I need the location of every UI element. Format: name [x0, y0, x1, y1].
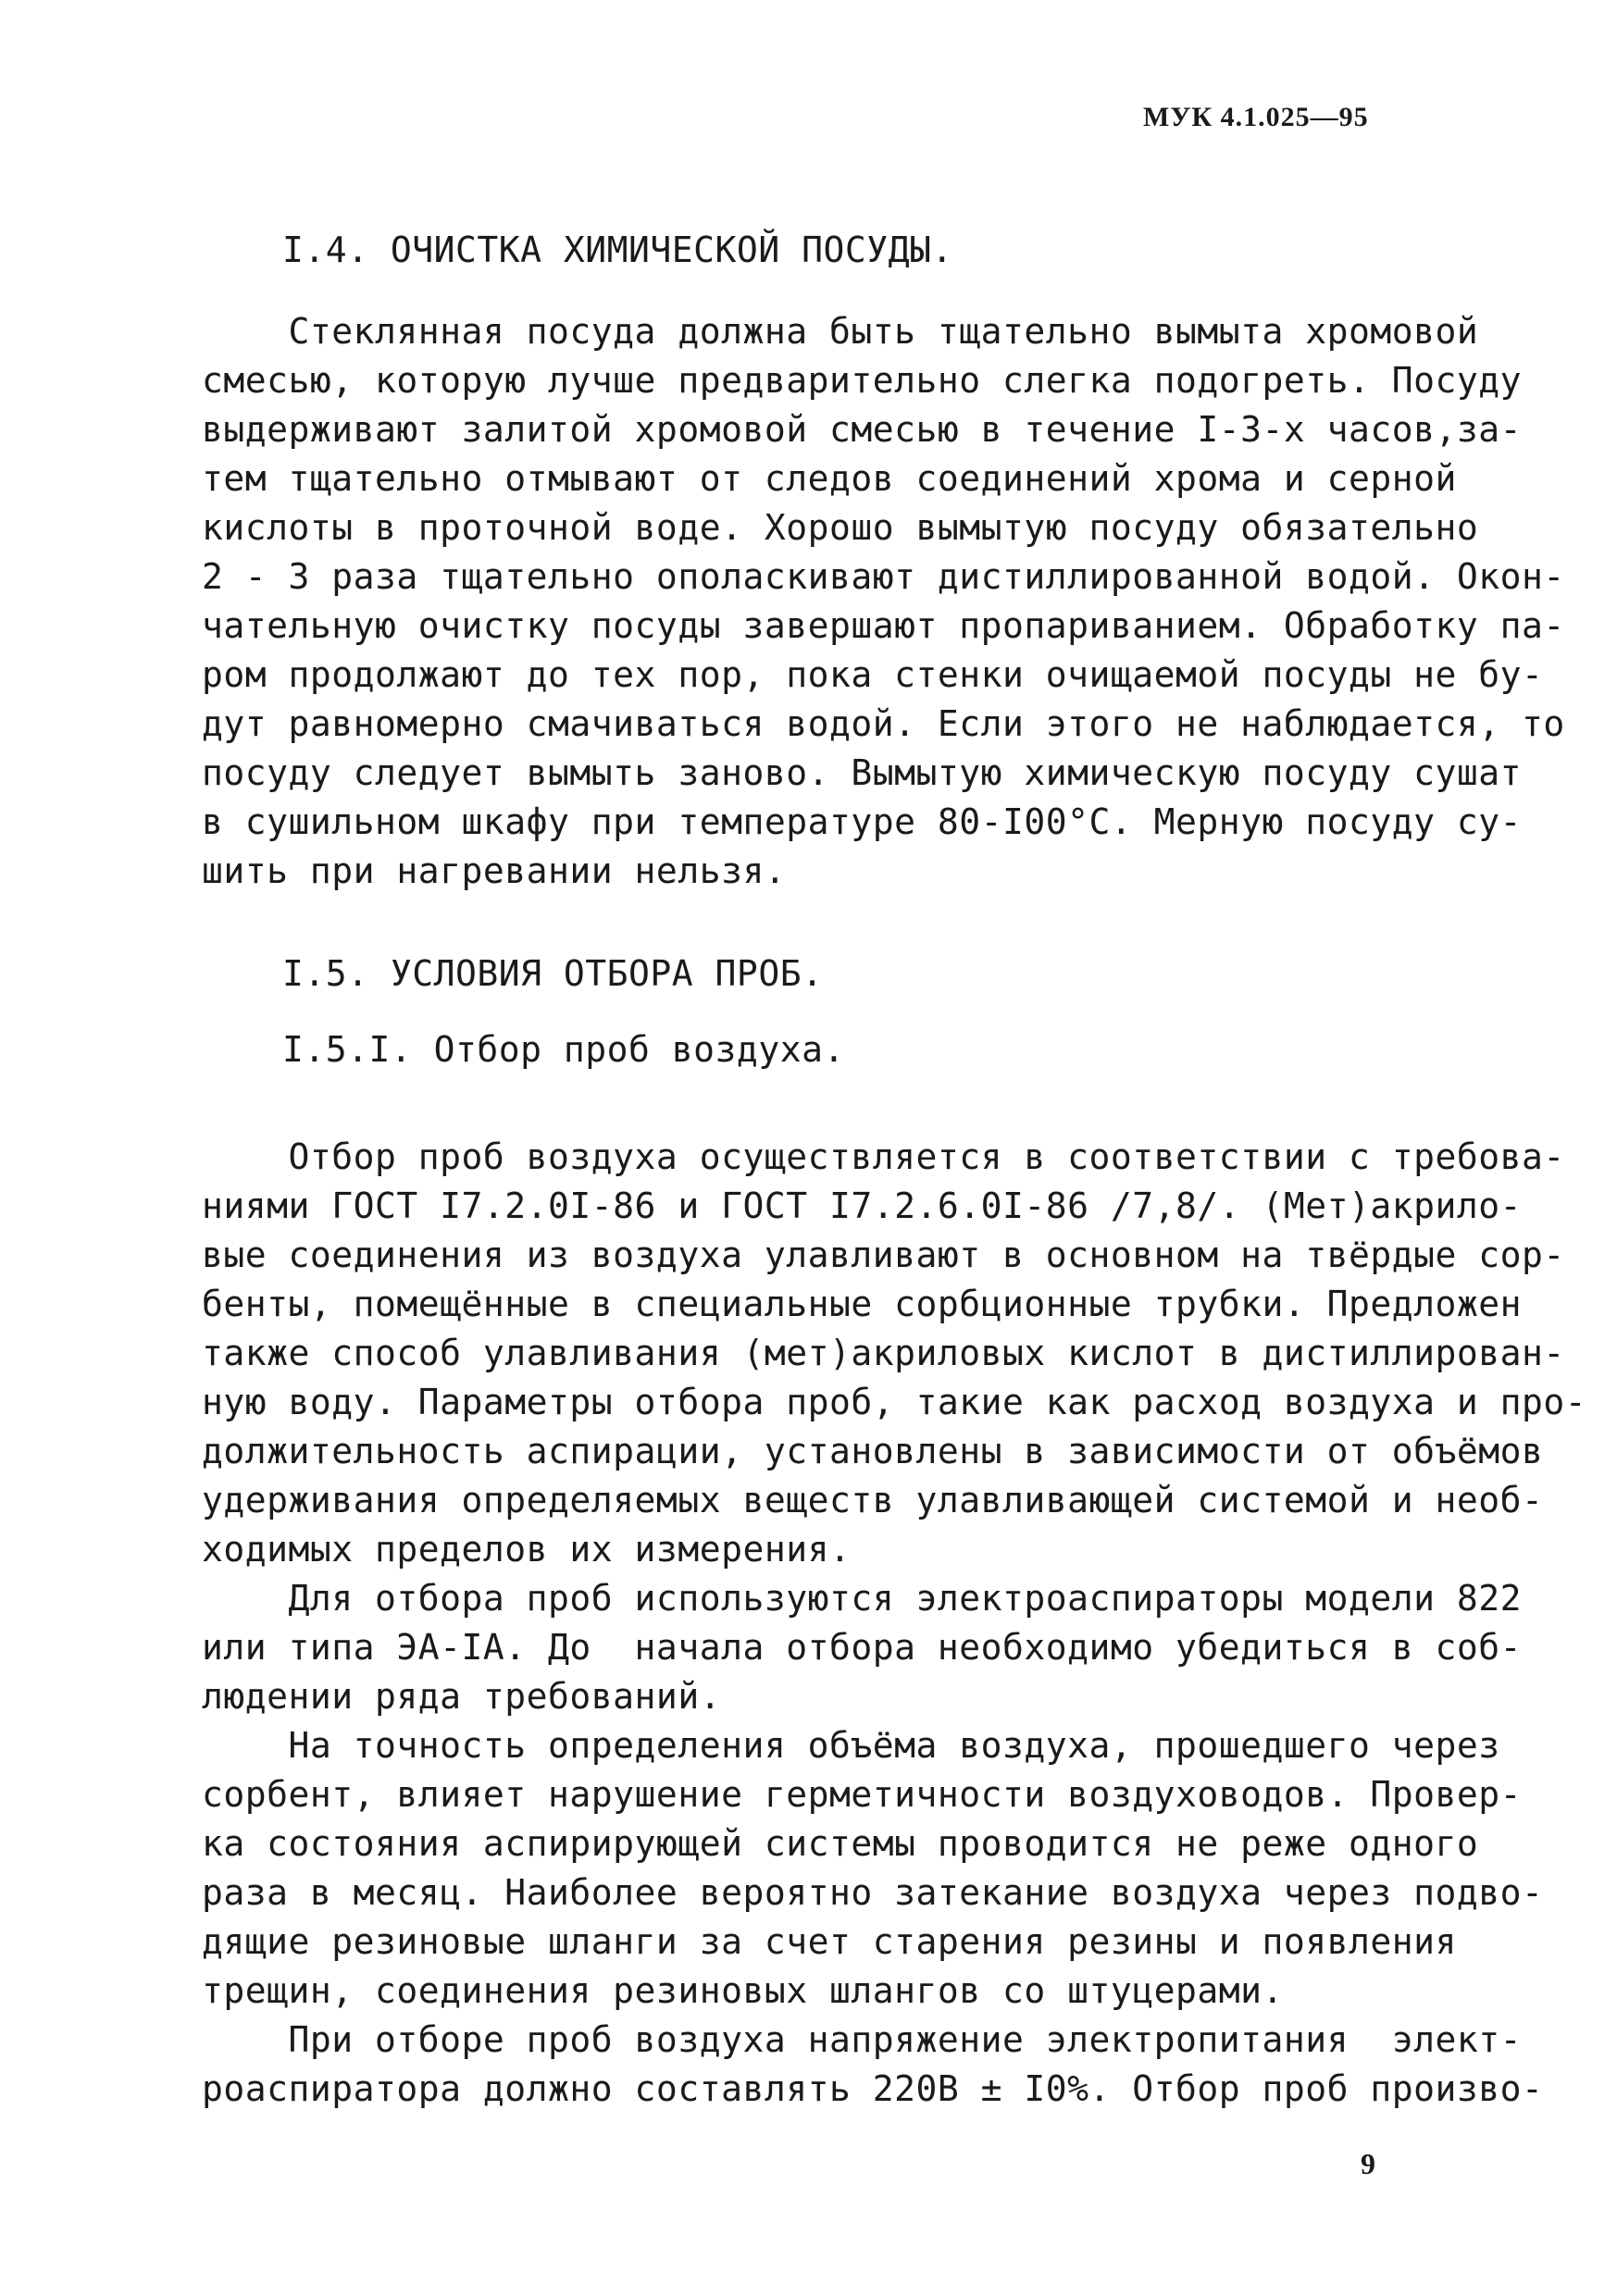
text-line: удерживания определяемых веществ улавливающей системой и необ- [202, 1480, 1544, 1520]
section-heading-1-4: I.4. ОЧИСТКА ХИМИЧЕСКОЙ ПОСУДЫ. [282, 230, 953, 270]
text-line: ниями ГОСТ I7.2.0I-86 и ГОСТ I7.2.6.0I-86 /7,8/. (Мет)акрило- [202, 1185, 1523, 1226]
text-line: шить при нагревании нельзя. [202, 850, 787, 891]
text-line: ром продолжают до тех пор, пока стенки очищаемой посуды не бу- [202, 654, 1544, 695]
text-line: дящие резиновые шланги за счет старения резины и появления [202, 1921, 1457, 1962]
page-number: 9 [1361, 2147, 1375, 2180]
text-line: трещин, соединения резиновых шлангов со штуцерами. [202, 1970, 1284, 2011]
text-line: дут равномерно смачиваться водой. Если этого не наблюдается, то [202, 703, 1565, 744]
text-line: вые соединения из воздуха улавливают в основном на твёрдые сор- [202, 1235, 1565, 1275]
text-line: бенты, помещённые в специальные сорбционные трубки. Предложен [202, 1284, 1523, 1324]
text-line: в сушильном шкафу при температуре 80-I00°С. Мерную посуду су- [202, 801, 1523, 842]
text-line: роаспиратора должно составлять 220В ± I0%. Отбор проб произво- [202, 2068, 1544, 2109]
text-line: посуду следует вымыть заново. Вымытую химическую посуду сушат [202, 752, 1523, 793]
text-line: Отбор проб воздуха осуществляется в соответствии с требова- [202, 1136, 1565, 1177]
document-code: МУК 4.1.025—95 [1143, 102, 1369, 132]
text-line: Для отбора проб используются электроаспираторы модели 822 [202, 1578, 1523, 1619]
text-line: ную воду. Параметры отбора проб, такие как расход воздуха и про- [202, 1382, 1587, 1422]
subsection-heading-1-5-1: I.5.I. Отбор проб воздуха. [282, 1029, 845, 1070]
text-line: ка состояния аспирирующей системы проводится не реже одного [202, 1823, 1479, 1864]
text-line: При отборе проб воздуха напряжение электропитания элект- [202, 2019, 1523, 2060]
text-line: сорбент, влияет нарушение герметичности воздуховодов. Провер- [202, 1774, 1523, 1815]
text-line: 2 - 3 раза тщательно ополаскивают дистиллированной водой. Окон- [202, 556, 1565, 597]
text-line: чательную очистку посуды завершают пропариванием. Обработку па- [202, 605, 1565, 646]
text-line: Стеклянная посуда должна быть тщательно вымыта хромовой [202, 311, 1479, 352]
text-line: также способ улавливания (мет)акриловых кислот в дистиллирован- [202, 1333, 1565, 1373]
text-line: людении ряда требований. [202, 1676, 722, 1717]
text-line: кислоты в проточной воде. Хорошо вымытую посуду обязательно [202, 507, 1479, 548]
section-heading-1-5: I.5. УСЛОВИЯ ОТБОРА ПРОБ. [282, 953, 824, 994]
text-line: должительность аспирации, установлены в зависимости от объёмов [202, 1431, 1544, 1471]
text-line: или типа ЭА-IА. До начала отбора необходимо убедиться в соб- [202, 1627, 1523, 1668]
text-line: выдерживают залитой хромовой смесью в течение I-3-х часов,за- [202, 409, 1523, 450]
text-line: смесью, которую лучше предварительно слегка подогреть. Посуду [202, 360, 1523, 401]
text-line: тем тщательно отмывают от следов соединений хрома и серной [202, 458, 1457, 499]
text-line: ходимых пределов их измерения. [202, 1529, 852, 1570]
text-line: На точность определения объёма воздуха, прошедшего через [202, 1725, 1500, 1766]
text-line: раза в месяц. Наиболее вероятно затекание воздуха через подво- [202, 1872, 1544, 1913]
